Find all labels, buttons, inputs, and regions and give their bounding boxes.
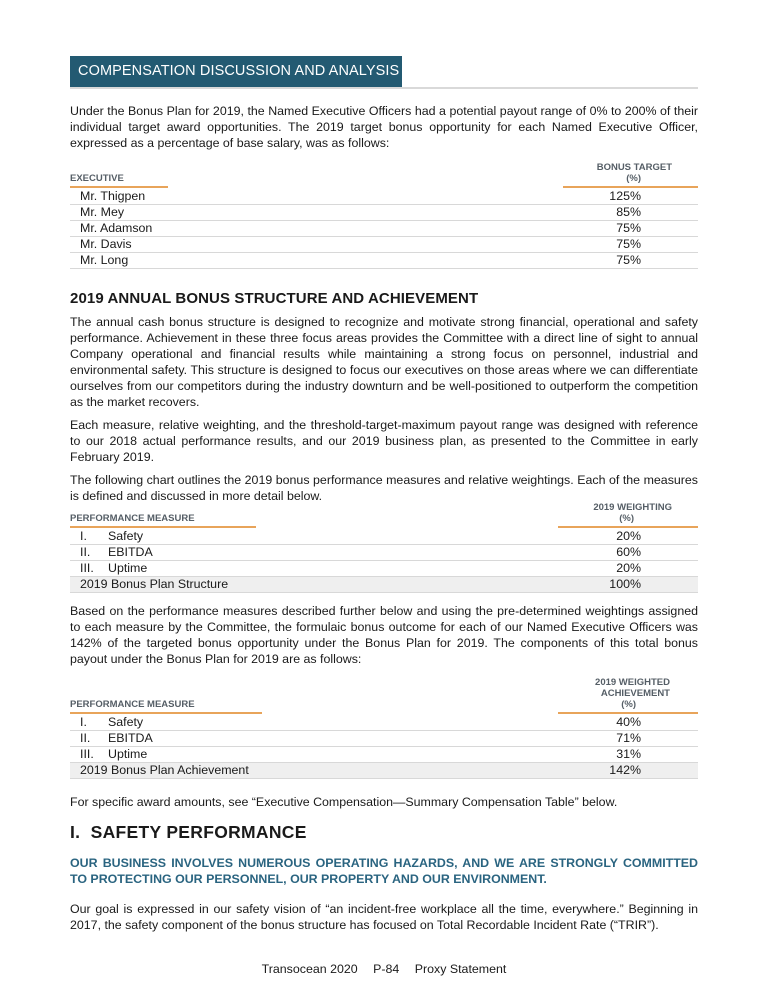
- paragraph: Each measure, relative weighting, and the threshold-target-maximum payout range was designed with reference to our 2018 actual performance results, and our 2019 business plan, as presented to the Committee in early February 2019.: [70, 418, 698, 464]
- award-note: For specific award amounts, see “Executive Compensation—Summary Compensation Table” below.: [70, 795, 618, 809]
- intro-block: [70, 103, 698, 151]
- table-row: Mr. Long 75%: [70, 253, 698, 269]
- safety-section: [70, 822, 698, 933]
- page-footer: [0, 962, 768, 976]
- paragraph: The annual cash bonus structure is designed to recognize and motivate strong financial, operational and safety performance. Achievement in these three focus areas provides the Committee with a direct line of sight to annual Company operational and financial results while maintaining a strong focus on personnel, industrial and environmental safety. This structure is designed to focus our executives on those areas where we can differentiate ourselves from our competitors during the industry downturn and be well-positioned to outperform the competition as the market recovers.: [70, 315, 698, 409]
- achievement-intro: [70, 603, 698, 667]
- footer-company: Transocean 2020: [261, 962, 358, 976]
- award-note-block: [70, 794, 698, 810]
- paragraph: The following chart outlines the 2019 bonus performance measures and relative weightings. Each of the measures is defined and discussed in more detail below.: [70, 473, 698, 503]
- weighting-table-wrap: [70, 502, 698, 593]
- col-header-performance-measure: PERFORMANCE MEASURE: [70, 502, 510, 529]
- table-row: III. Uptime 20%: [70, 561, 698, 577]
- paragraph: Based on the performance measures described further below and using the pre-determined weightings assigned to each measure by the Committee, the formulaic bonus outcome for each of our Named Executive Officers was 142% of the targeted bonus opportunity under the Bonus Plan for 2019. The components of this total bonus payout under the Bonus Plan for 2019 are as follows:: [70, 604, 698, 666]
- section-header: [70, 56, 698, 88]
- bonus-target-table-wrap: [70, 162, 698, 269]
- total-row: 2019 Bonus Plan Structure 100%: [70, 577, 698, 593]
- section-banner: COMPENSATION DISCUSSION AND ANALYSIS: [70, 56, 402, 87]
- table-row: Mr. Adamson 75%: [70, 221, 698, 237]
- intro-paragraph: Under the Bonus Plan for 2019, the Named Executive Officers had a potential payout range of 0% to 200% of their individual target award opportunities. The 2019 target bonus opportunity for each Named Executive Officer, expressed as a percentage of base salary, was as follows:: [70, 104, 698, 150]
- table-row: III. Uptime 31%: [70, 747, 698, 763]
- section-heading: 2019 ANNUAL BONUS STRUCTURE AND ACHIEVEMENT: [70, 290, 479, 307]
- banner-divider: [70, 87, 698, 89]
- table-row: I. Safety 20%: [70, 529, 698, 545]
- table-row: Mr. Thigpen 125%: [70, 189, 698, 205]
- achievement-table-wrap: [70, 677, 698, 779]
- table-row: II. EBITDA 71%: [70, 731, 698, 747]
- table-row: Mr. Davis 75%: [70, 237, 698, 253]
- col-header-weighted-achievement: 2019 WEIGHTED ACHIEVEMENT (%): [510, 677, 698, 715]
- col-header-weighting: 2019 WEIGHTING (%): [510, 502, 698, 529]
- footer-document: Proxy Statement: [414, 962, 507, 976]
- col-header-performance-measure: PERFORMANCE MEASURE: [70, 677, 510, 715]
- achievement-table: [70, 677, 698, 779]
- safety-paragraph: Our goal is expressed in our safety vision of “an incident-free workplace all the time, everywhere.” Beginning in 2017, the safety component of the bonus structure has focused on Total Recordable Incident Rate (“TRIR”).: [70, 902, 698, 932]
- total-row: 2019 Bonus Plan Achievement 142%: [70, 763, 698, 779]
- footer-page-number: P-84: [373, 962, 400, 976]
- table-row: II. EBITDA 60%: [70, 545, 698, 561]
- table-row: Mr. Mey 85%: [70, 205, 698, 221]
- table-row: I. Safety 40%: [70, 715, 698, 731]
- safety-callout: OUR BUSINESS INVOLVES NUMEROUS OPERATING HAZARDS, AND WE ARE STRONGLY COMMITTED TO PROTECTING OUR PERSONNEL, OUR PROPERTY AND OUR ENVIRONMENT.: [70, 856, 698, 886]
- col-header-executive: EXECUTIVE: [70, 162, 510, 189]
- bonus-target-table: [70, 162, 698, 269]
- safety-heading: I. SAFETY PERFORMANCE: [70, 822, 307, 842]
- annual-bonus-section: [70, 290, 698, 504]
- weighting-table: [70, 502, 698, 593]
- col-header-bonus-target: BONUS TARGET (%): [510, 162, 698, 189]
